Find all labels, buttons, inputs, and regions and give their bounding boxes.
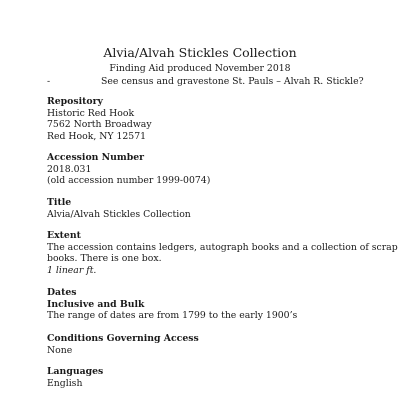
repository-heading: Repository: [47, 96, 103, 107]
access-value: None: [47, 344, 73, 356]
extent-size: 1 linear ft.: [47, 264, 97, 276]
access-section: [47, 333, 367, 356]
title-section: [47, 197, 367, 220]
access-heading: Conditions Governing Access: [47, 333, 199, 344]
accession-heading: Accession Number: [47, 152, 145, 163]
extent-text: books. There is one box.: [47, 253, 162, 265]
title-heading: Title: [47, 197, 72, 208]
repository-line: Red Hook, NY 12571: [47, 130, 147, 142]
old-accession-number: (old accession number 1999-0074): [47, 175, 211, 187]
languages-section: [47, 366, 367, 389]
repository-line: Historic Red Hook: [47, 107, 135, 119]
finding-aid-date: Finding Aid produced November 2018: [109, 63, 291, 74]
title-value: Alvia/Alvah Stickles Collection: [47, 208, 191, 220]
repository-line: 7562 North Broadway: [47, 119, 152, 131]
repository-section: [47, 96, 367, 142]
dates-heading: Dates: [47, 287, 77, 298]
dates-text: The range of dates are from 1799 to the early 1900’s: [47, 310, 298, 322]
dates-subheading: Inclusive and Bulk: [47, 298, 145, 310]
extent-section: [47, 230, 398, 276]
page-title: Alvia/Alvah Stickles Collection: [103, 45, 297, 60]
note-text: See census and gravestone St. Pauls – Alvah R. Stickle?: [101, 76, 364, 87]
extent-heading: Extent: [47, 230, 81, 241]
accession-section: [47, 152, 367, 187]
languages-heading: Languages: [47, 366, 104, 377]
accession-number: 2018.031: [47, 163, 92, 175]
languages-value: English: [47, 377, 83, 389]
dates-section: [47, 287, 367, 322]
extent-text: The accession contains ledgers, autograph books and a collection of scrap: [47, 241, 398, 253]
note-dash: -: [47, 76, 51, 87]
